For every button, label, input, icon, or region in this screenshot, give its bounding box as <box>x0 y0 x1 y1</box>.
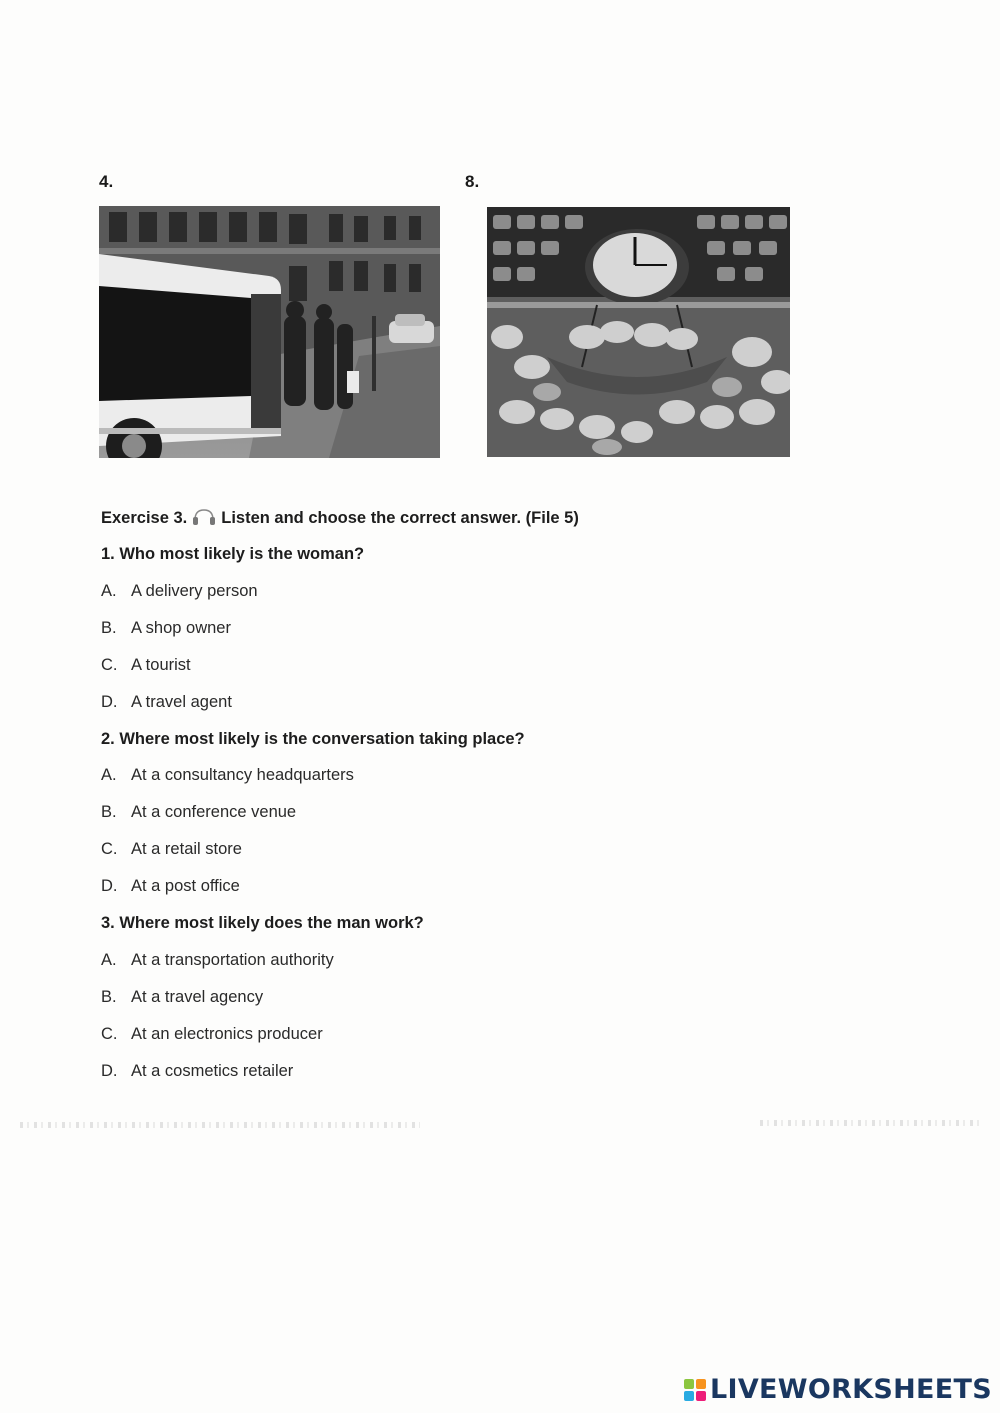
q1-option-a <box>101 582 258 601</box>
exercise-number: Exercise 3. <box>101 509 188 527</box>
logo-square-blue <box>684 1391 694 1401</box>
option-text: At a conference venue <box>131 803 297 821</box>
question-2: 2. Where most likely is the conversation taking place? <box>101 730 525 748</box>
q1-option-c <box>101 656 191 675</box>
option-text: At a consultancy headquarters <box>131 766 354 784</box>
option-letter: B. <box>101 803 117 821</box>
logo-square-pink <box>696 1391 706 1401</box>
market-scale-photo <box>487 207 790 457</box>
q3-option-d <box>101 1062 293 1081</box>
option-letter: D. <box>101 693 118 711</box>
option-letter: B. <box>101 619 117 637</box>
option-text: A tourist <box>131 656 191 674</box>
option-text: At a transportation authority <box>131 951 334 969</box>
scan-noise-left <box>20 1122 420 1128</box>
option-letter: C. <box>101 840 118 858</box>
scan-noise-right <box>760 1120 980 1126</box>
exercise-title <box>101 508 579 531</box>
q3-option-b <box>101 988 263 1007</box>
option-letter: D. <box>101 877 118 895</box>
bus-street-photo <box>99 206 440 458</box>
brand-name: LIVEWORKSHEETS <box>709 1374 992 1405</box>
liveworksheets-brand <box>684 1374 992 1405</box>
option-text: A travel agent <box>131 693 232 711</box>
option-text: At a travel agency <box>131 988 264 1006</box>
logo-square-green <box>684 1379 694 1389</box>
logo-square-orange <box>696 1379 706 1389</box>
liveworksheets-logo-icon <box>684 1379 706 1401</box>
q2-option-b <box>101 803 296 822</box>
option-letter: C. <box>101 1025 118 1043</box>
q1-option-b <box>101 619 231 638</box>
q1-option-d <box>101 693 232 712</box>
option-text: A delivery person <box>131 582 258 600</box>
option-letter: C. <box>101 656 118 674</box>
option-text: At an electronics producer <box>131 1025 323 1043</box>
option-letter: A. <box>101 582 117 600</box>
question-3: 3. Where most likely does the man work? <box>101 914 424 932</box>
q3-option-a <box>101 951 334 970</box>
question-1: 1. Who most likely is the woman? <box>101 545 365 563</box>
option-letter: B. <box>101 988 117 1006</box>
exercise-instruction: Listen and choose the correct answer. (File 5) <box>221 509 579 527</box>
q2-option-d <box>101 877 240 896</box>
option-text: At a cosmetics retailer <box>131 1062 294 1080</box>
option-text: At a retail store <box>131 840 242 858</box>
q2-option-c <box>101 840 242 859</box>
picture-label-8: 8. <box>465 172 480 191</box>
option-letter: A. <box>101 951 117 969</box>
option-letter: D. <box>101 1062 118 1080</box>
q2-option-a <box>101 766 354 785</box>
headphones-icon <box>191 508 217 531</box>
picture-label-4: 4. <box>99 172 114 191</box>
option-letter: A. <box>101 766 117 784</box>
q3-option-c <box>101 1025 323 1044</box>
option-text: A shop owner <box>131 619 231 637</box>
option-text: At a post office <box>131 877 240 895</box>
